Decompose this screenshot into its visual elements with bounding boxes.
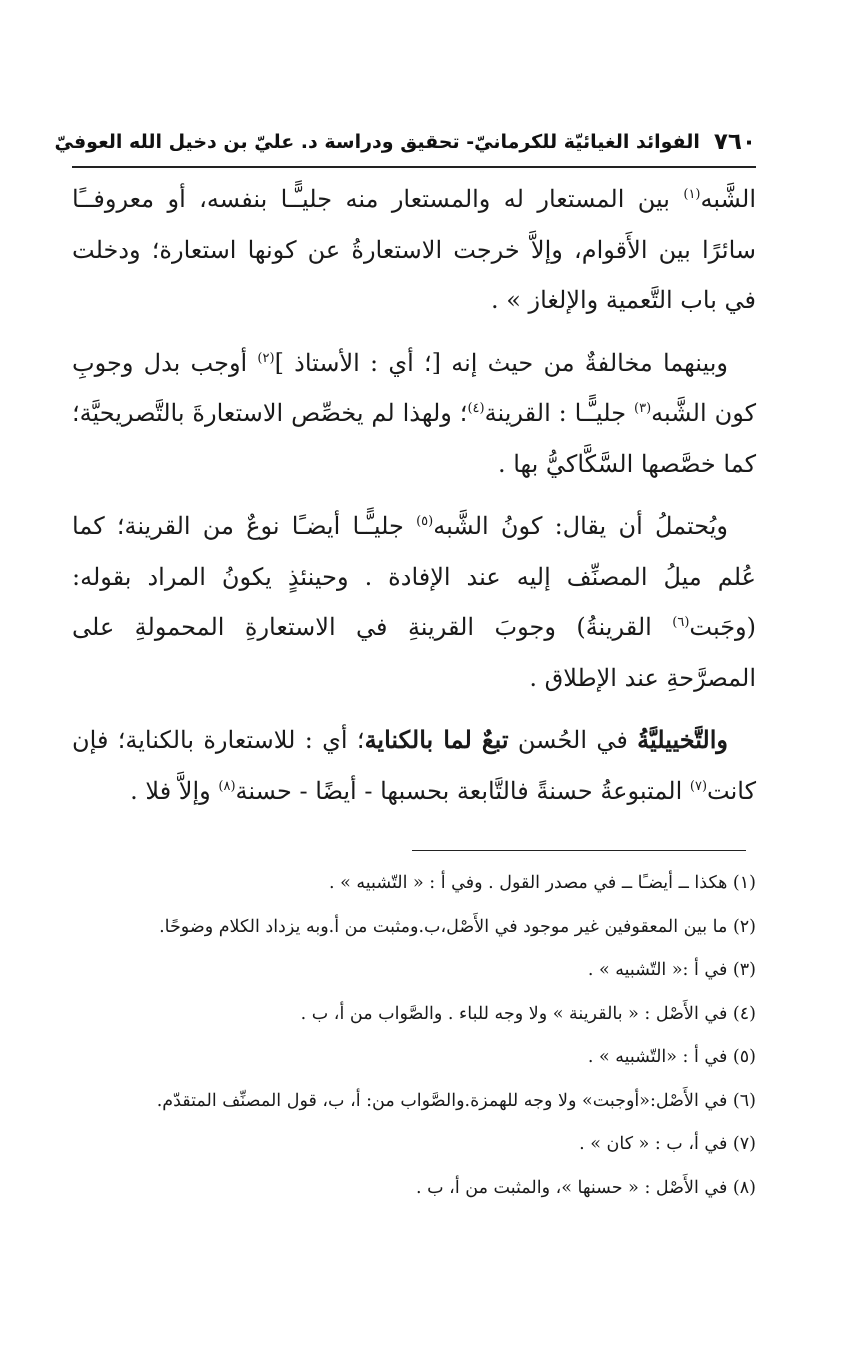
p4-lemma-2: تبعٌ لما بالكناية <box>364 725 509 754</box>
p2-text-d: ؛ ولهذا لم يخصِّص الاستعارةَ بالتَّصريحيَّة؛ كما خصَّصها السَّكَّاكيُّ بها . <box>72 399 756 478</box>
footnote-ref-3: (٣) <box>634 401 652 416</box>
footnote-ref-1: (١) <box>683 187 701 202</box>
running-title: الفوائد الغيائيّة للكرمانيّ- تحقيق ودراسة د. عليّ بن دخيل الله العوفيّ <box>54 131 700 153</box>
footnote-divider <box>412 850 746 851</box>
page-number: ٧٦٠ <box>713 129 756 155</box>
footnote-7: (٧) في أ، ب : « كان » . <box>579 1134 756 1154</box>
header-divider <box>72 166 756 168</box>
p4-text-b: ؛ أي : للاستعارة بالكناية؛ فإن كانت <box>72 726 756 805</box>
footnotes <box>72 862 756 1210</box>
paragraph-3 <box>72 501 756 703</box>
footnote-4: (٤) في الأَصْل : « بالقرينة » ولا وجه للباء . والصَّواب من أ، ب . <box>300 1003 756 1024</box>
p2-text-b: أوجب بدل وجوبِ كون الشَّبه <box>72 348 757 427</box>
paragraph-1 <box>72 174 756 326</box>
footnote-1: (١) هكذا ــ أيضـًا ــ في مصدر القول . وفي أ : « التّشبيه » . <box>329 873 756 893</box>
footnote-5: (٥) في أ : «التّشبيه » . <box>587 1047 756 1067</box>
footnote-ref-8: (٨) <box>218 778 236 794</box>
main-text <box>72 174 756 828</box>
paragraph-2 <box>72 338 756 490</box>
p4-text-d: وإلاَّ فلا . <box>130 776 219 805</box>
p1-text-b: بين المستعار له والمستعار منه جليـًّـا بنفسه، أو معروفــًا سائرًا بين الأَقوام، وإلاَّ خرجت الاستعارةُ عن كونها استعارة؛ ودخلت في باب التَّعمية والإلغاز » . <box>72 185 756 314</box>
p4-text-c: المتبوعةُ حسنةً فالتَّابعة بحسبها - أيضًا - حسنة <box>235 776 690 805</box>
footnote-ref-5: (٥) <box>416 514 434 529</box>
page-header <box>54 120 756 164</box>
footnote-6: (٦) في الأَصْل:«أوجبت» ولا وجه للهمزة.والصَّواب من: أ، ب، قول المصنِّف المتقدّم. <box>156 1090 756 1111</box>
footnote-ref-6: (٦) <box>672 615 690 630</box>
footnote-8: (٨) في الأَصْل : « حسنها »، والمثبت من أ، ب . <box>416 1177 756 1198</box>
p3-text-c: القرينةُ) وجوبَ القرينةِ في الاستعارةِ المحمولةِ على المصرَّحةِ عند الإطلاق . <box>72 613 756 692</box>
p4-lemma-1: والتَّخييليَّةُ <box>637 725 728 754</box>
p4-text-a: في الحُسن <box>508 726 638 754</box>
footnote-2: (٢) ما بين المعقوفين غير موجود في الأَصْل،ب.ومثبت من أ.وبه يزداد الكلام وضوحًا. <box>159 916 756 937</box>
p1-text-a: الشَّبه <box>700 185 756 213</box>
p2-text-c: جليـًّـا : القرينة <box>484 399 634 427</box>
footnote-ref-2: (٢) <box>257 350 275 366</box>
footnote-ref-4: (٤) <box>467 401 485 416</box>
footnote-3: (٣) في أ :« التّشبيه » . <box>587 960 756 980</box>
p3-text-b: جليـًّـا أيضـًا نوعٌ من القرينة؛ كما عُلم ميلُ المصنِّف إليه عند الإفادة . وحينئذٍ يكونُ المراد بقوله: (وجَبت <box>72 512 756 641</box>
paragraph-4 <box>72 715 756 816</box>
p3-text-a: ويُحتملُ أن يقال: كونُ الشَّبه <box>433 512 729 540</box>
p2-text-a: وبينهما مخالفةٌ من حيث إنه [؛ أي : الأستاذ ] <box>274 348 728 377</box>
footnote-ref-7: (٧) <box>689 778 708 794</box>
